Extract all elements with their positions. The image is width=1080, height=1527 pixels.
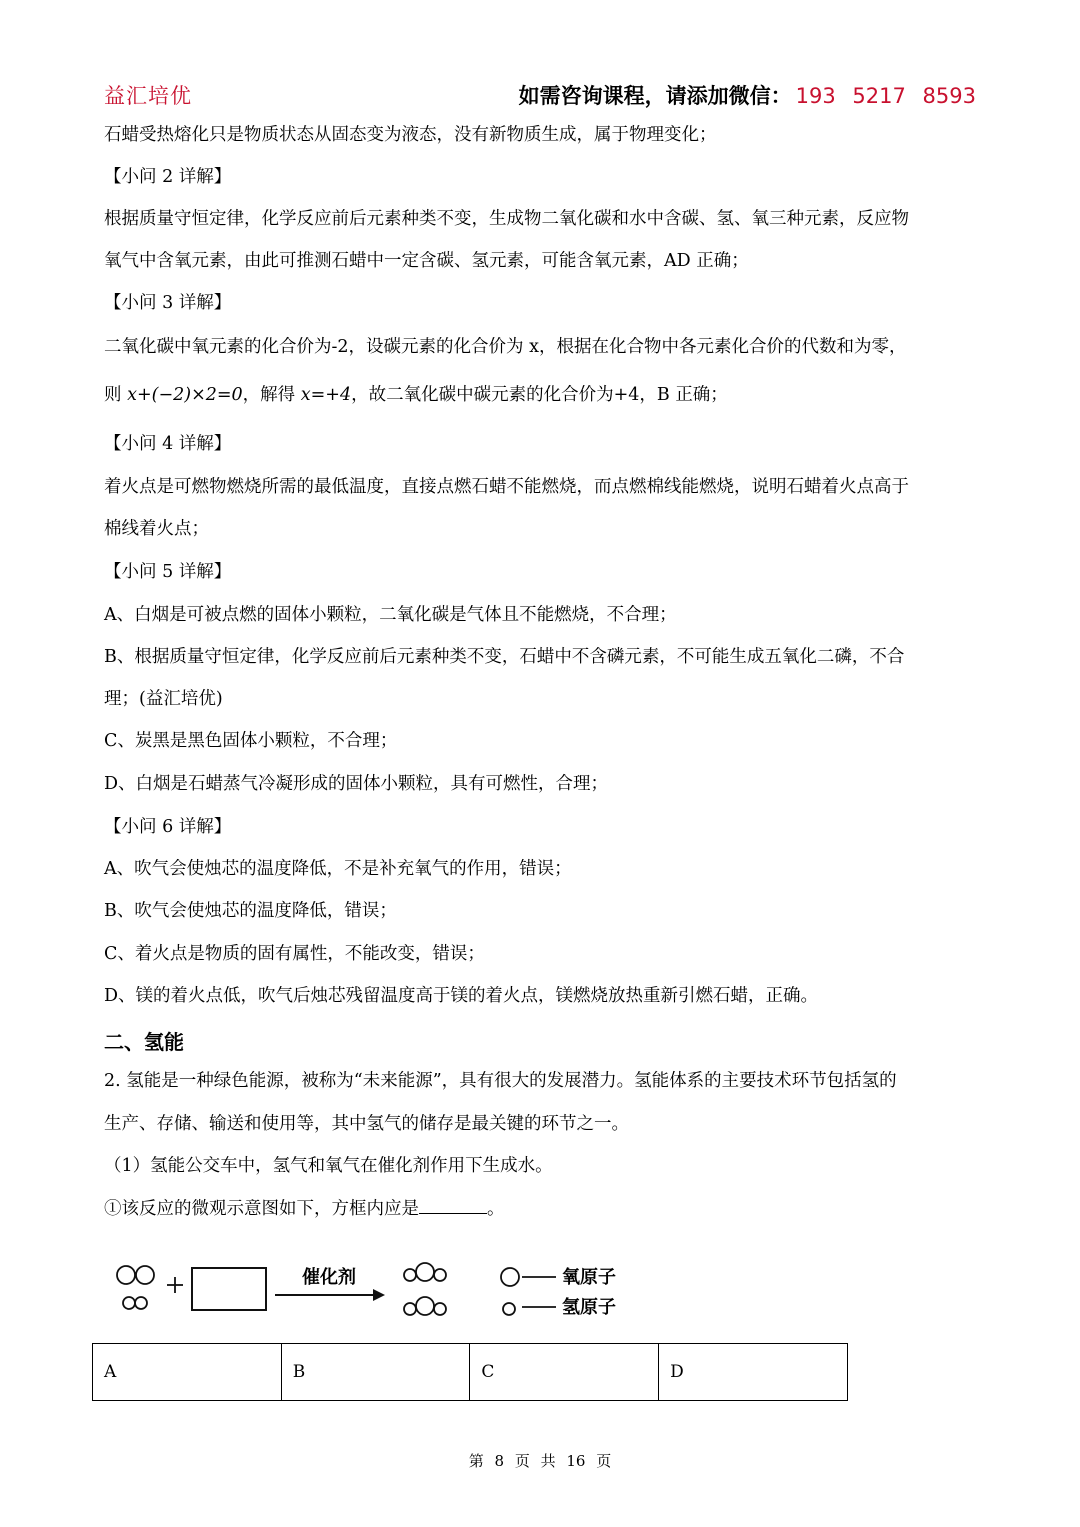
paragraph: C、炭黑是黑色固体小颗粒，不合理； xyxy=(104,731,398,751)
brand-name: 益汇培优 xyxy=(104,84,192,108)
paragraph: （1）氢能公交车中，氢气和氧气在催化剂作用下生成水。 xyxy=(104,1156,553,1176)
paragraph: 生产、存储、输送和使用等，其中氢气的储存是最关键的环节之一。 xyxy=(104,1114,629,1134)
sub-question-title: 【小问 3 详解】 xyxy=(104,293,232,313)
paragraph: 氧气中含氧元素，由此可推测石蜡中一定含碳、氢元素，可能含氧元素，AD 正确； xyxy=(104,251,749,271)
sub-question-title: 【小问 4 详解】 xyxy=(104,434,232,454)
paragraph: 2. 氢能是一种绿色能源，被称为“未来能源”，具有很大的发展潜力。氢能体系的主要技术环节包括氢的 xyxy=(104,1071,897,1091)
text: 则 xyxy=(104,385,128,405)
sub-question-title: 【小问 5 详解】 xyxy=(104,562,232,582)
options-table xyxy=(92,1343,848,1401)
paragraph: D、镁的着火点低，吹气后烛芯残留温度高于镁的着火点，镁燃烧放热重新引燃石蜡，正确。 xyxy=(104,986,819,1006)
paragraph: 着火点是可燃物燃烧所需的最低温度，直接点燃石蜡不能燃烧，而点燃棉线能燃烧，说明石蜡着火点高于 xyxy=(104,477,909,497)
legend-oxygen-label: 氧原子 xyxy=(562,1267,616,1288)
paragraph: D、白烟是石蜡蒸气冷凝形成的固体小颗粒，具有可燃性，合理； xyxy=(104,774,609,794)
equation-line xyxy=(104,374,979,416)
reaction-diagram xyxy=(108,1255,648,1335)
paragraph: B、吹气会使烛芯的温度降低，错误； xyxy=(104,901,397,921)
option-cell: D xyxy=(659,1344,848,1401)
hydrogen-atom-icon xyxy=(135,1297,147,1309)
legend-oxygen-icon xyxy=(501,1268,519,1286)
text: ①该反应的微观示意图如下，方框内应是 xyxy=(104,1199,419,1219)
oxygen-atom-icon xyxy=(136,1266,154,1284)
text: 。 xyxy=(487,1199,505,1219)
paragraph: C、着火点是物质的固有属性，不能改变，错误； xyxy=(104,944,485,964)
text: ，解得 xyxy=(242,385,301,405)
paragraph: 棉线着火点； xyxy=(104,519,209,539)
page-number: 第 8 页 共 16 页 xyxy=(468,1452,612,1470)
option-cell: C xyxy=(470,1344,659,1401)
paragraph: A、吹气会使烛芯的温度降低，不是补充氧气的作用，错误； xyxy=(104,859,572,879)
question-line xyxy=(104,1188,979,1230)
answer-blank xyxy=(419,1195,487,1214)
wechat-number: 193 5217 8593 xyxy=(795,84,976,108)
paragraph: B、根据质量守恒定律，化学反应前后元素种类不变，石蜡中不含磷元素，不可能生成五氧化二磷，不合 xyxy=(104,647,905,667)
paragraph: A、白烟是可被点燃的固体小颗粒，二氧化碳是气体且不能燃烧，不合理； xyxy=(104,605,677,625)
contact-info xyxy=(519,80,976,110)
hydrogen-atom-icon xyxy=(123,1297,135,1309)
text: ，故二氧化碳中碳元素的化合价为+4，B 正确； xyxy=(351,385,728,405)
section-heading: 二、氢能 xyxy=(104,1030,184,1054)
paragraph: 二氧化碳中氧元素的化合价为-2，设碳元素的化合价为 x，根据在化合物中各元素化合价的代数和为零， xyxy=(104,337,907,357)
equation: x+(−2)×2=0 xyxy=(127,385,243,405)
oxygen-atom-icon xyxy=(117,1266,135,1284)
answer-box xyxy=(192,1268,266,1310)
catalyst-label: 催化剂 xyxy=(302,1267,356,1288)
paragraph: 石蜡受热熔化只是物质状态从固态变为液态，没有新物质生成，属于物理变化； xyxy=(104,125,717,145)
sub-question-title: 【小问 2 详解】 xyxy=(104,167,232,187)
sub-question-title: 【小问 6 详解】 xyxy=(104,817,232,837)
paragraph: 根据质量守恒定律，化学反应前后元素种类不变，生成物二氧化碳和水中含碳、氢、氧三种元素，反应物 xyxy=(104,209,909,229)
paragraph: 理；(益汇培优) xyxy=(104,689,223,709)
legend-hydrogen-icon xyxy=(503,1303,515,1315)
option-cell: A xyxy=(93,1344,282,1401)
legend-hydrogen-label: 氢原子 xyxy=(562,1297,616,1318)
contact-label: 如需咨询课程，请添加微信： xyxy=(518,84,792,108)
option-cell: B xyxy=(281,1344,470,1401)
equation: x=+4 xyxy=(300,385,352,405)
